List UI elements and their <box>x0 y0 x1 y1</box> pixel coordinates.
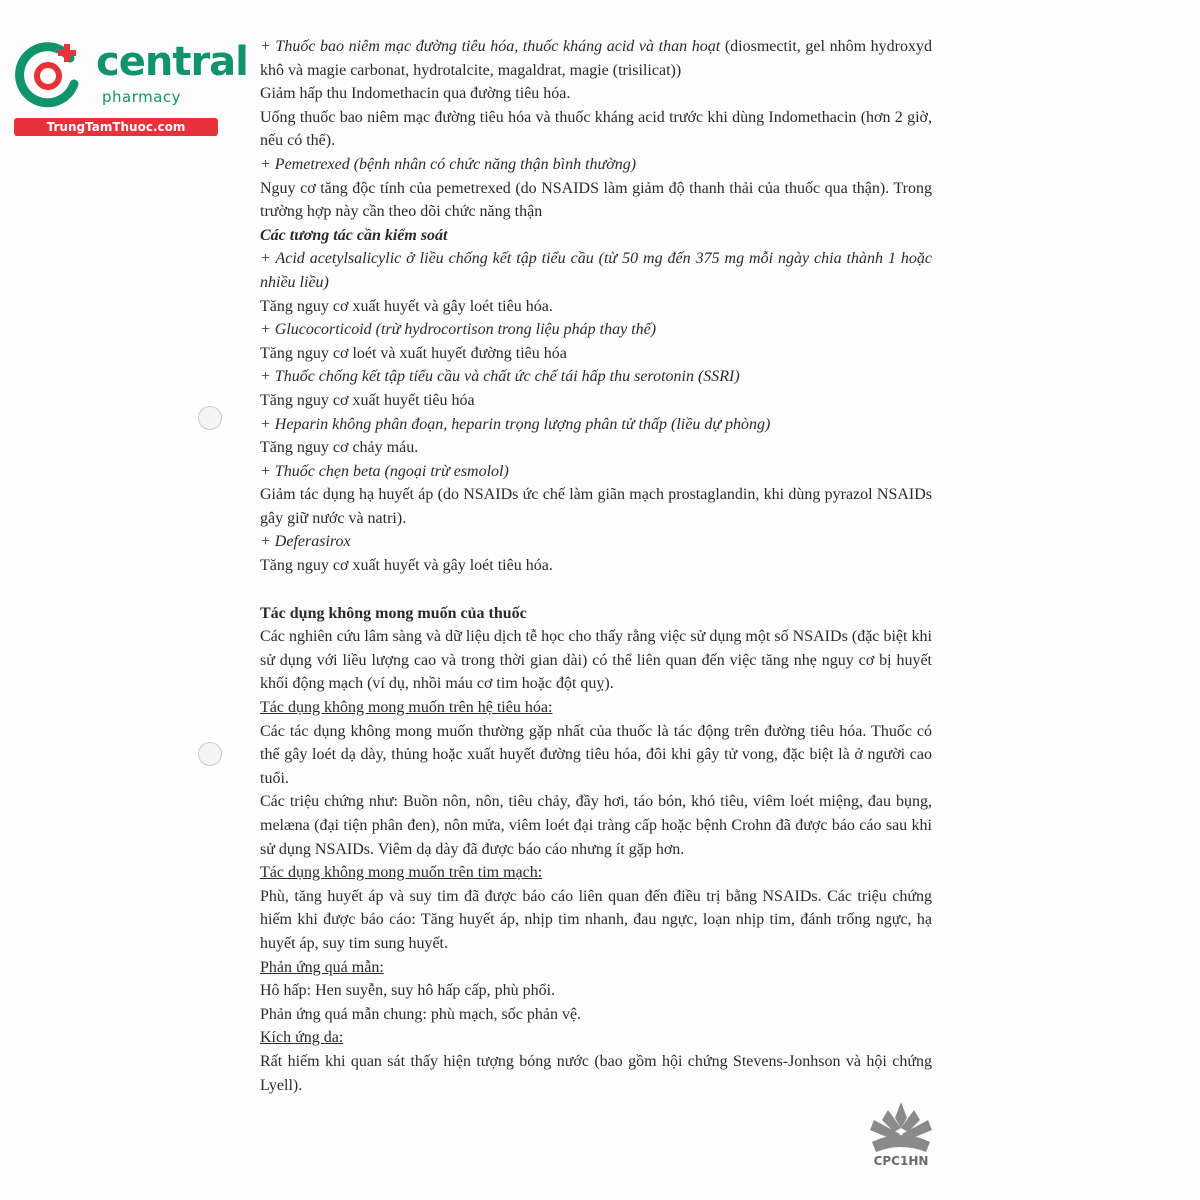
paragraph: Các nghiên cứu lâm sàng và dữ liệu dịch tễ học cho thấy rằng việc sử dụng một số NSAIDs (đặc biệt khi sử dụng với liều lượng cao và trong thời gian dài) có thể liên quan đến việc tăng nhẹ nguy cơ bị huyết khối động mạch (ví dụ, nhồi máu cơ tim hoặc đột quỵ). <box>260 628 932 693</box>
cpc1hn-label: CPC1HN <box>873 1154 929 1168</box>
paragraph: + Heparin không phân đoạn, heparin trọng lượng phân tử thấp (liều dự phòng) <box>260 415 771 433</box>
paragraph: Uống thuốc bao niêm mạc đường tiêu hóa và thuốc kháng acid trước khi dùng Indomethacin (hơn 2 giờ, nếu có thể). <box>260 108 932 150</box>
logo-brand-name: central <box>96 39 248 85</box>
paragraph: + Thuốc chống kết tập tiểu cầu và chất ức chế tái hấp thu serotonin (SSRI) <box>260 368 740 386</box>
document-text <box>260 35 932 1097</box>
section-heading: Tác dụng không mong muốn trên hệ tiêu hóa: <box>260 699 553 717</box>
logo-subtitle: pharmacy <box>102 88 182 106</box>
paragraph: Nguy cơ tăng độc tính của pemetrexed (do NSAIDS làm giảm độ thanh thải của thuốc qua thận). Trong trường hợp này cần theo dõi chức năng thận <box>260 179 932 221</box>
central-pharmacy-logo[interactable] <box>10 36 248 136</box>
drug-detail: (diosmectit, gel nhôm hydroxyd khô và magie carbonat, hydrotalcite, magaldrat, magie (trisilicat)) <box>260 38 933 79</box>
paragraph: Giảm hấp thu Indomethacin qua đường tiêu hóa. <box>260 85 571 103</box>
central-logo-icon <box>12 38 84 110</box>
section-heading: Phản ứng quá mẫn: <box>260 958 384 976</box>
paragraph: Tăng nguy cơ xuất huyết và gây loét tiêu hóa. <box>260 557 553 575</box>
paragraph: Tăng nguy cơ loét và xuất huyết đường tiêu hóa <box>260 344 567 362</box>
paragraph: Hô hấp: Hen suyễn, suy hô hấp cấp, phù phổi. <box>260 982 556 1000</box>
paragraph: + Pemetrexed (bệnh nhân có chức năng thận bình thường) <box>260 155 637 173</box>
punch-hole <box>198 742 222 766</box>
section-heading: Các tương tác cần kiểm soát <box>260 226 448 244</box>
cpc1hn-mark <box>862 1098 940 1168</box>
paragraph: Giảm tác dụng hạ huyết áp (do NSAIDs ức chế làm giãn mạch prostaglandin, khi dùng pyrazol NSAIDs gây giữ nước và natri). <box>260 486 932 527</box>
paragraph <box>260 35 932 82</box>
spacer <box>260 578 932 602</box>
paragraph: + Glucocorticoid (trừ hydrocortison trong liệu pháp thay thế) <box>260 321 657 339</box>
paragraph: Tăng nguy cơ xuất huyết tiêu hóa <box>260 391 475 409</box>
paragraph: + Deferasirox <box>260 533 351 551</box>
paragraph: + Thuốc chẹn beta (ngoại trừ esmolol) <box>260 462 509 480</box>
paragraph: Phù, tăng huyết áp và suy tim đã được báo cáo liên quan đến điều trị bằng NSAIDs. Các triệu chứng hiếm khi được báo cáo: Tăng huyết áp, nhịp tim nhanh, đau ngực, loạn nhịp tim, đánh trống ngực, hạ huyết áp, suy tim sung huyết. <box>260 887 932 952</box>
punch-hole <box>198 406 222 430</box>
paragraph: Rất hiếm khi quan sát thấy hiện tượng bóng nước (bao gồm hội chứng Stevens-Jonhson và hội chứng Lyell). <box>260 1052 932 1094</box>
paragraph: Tăng nguy cơ xuất huyết và gây loét tiêu hóa. <box>260 297 553 315</box>
section-heading: Tác dụng không mong muốn của thuốc <box>260 604 527 622</box>
paragraph: Tăng nguy cơ chảy máu. <box>260 439 419 457</box>
section-heading: Kích ứng da: <box>260 1029 344 1047</box>
paragraph: Phản ứng quá mẫn chung: phù mạch, sốc phản vệ. <box>260 1005 582 1023</box>
paragraph: + Acid acetylsalicylic ở liều chống kết tập tiểu cầu (từ 50 mg đến 375 mg mỗi ngày chia thành 1 hoặc nhiều liều) <box>260 250 932 291</box>
drug-name: + Thuốc bao niêm mạc đường tiêu hóa, thuốc kháng acid và than hoạt <box>260 38 721 55</box>
logo-website: TrungTamThuoc.com <box>14 118 218 136</box>
section-heading: Tác dụng không mong muốn trên tim mạch: <box>260 864 543 882</box>
lotus-icon <box>862 1098 940 1156</box>
paragraph: Các tác dụng không mong muốn thường gặp nhất của thuốc là tác động trên đường tiêu hóa. Thuốc có thể gây loét dạ dày, thủng hoặc xuất huyết đường tiêu hóa, đôi khi gây tử vong, đặc biệt là ở người cao tuổi. <box>260 722 932 787</box>
paragraph: Các triệu chứng như: Buồn nôn, nôn, tiêu chảy, đầy hơi, táo bón, khó tiêu, viêm loét miệng, đau bụng, melæna (đại tiện phân đen), nôn mửa, viêm loét đại tràng cấp hoặc bệnh Crohn đã được báo cáo sau khi sử dụng NSAIDs. Viêm dạ dày đã được báo cáo nhưng ít gặp hơn. <box>260 793 932 858</box>
